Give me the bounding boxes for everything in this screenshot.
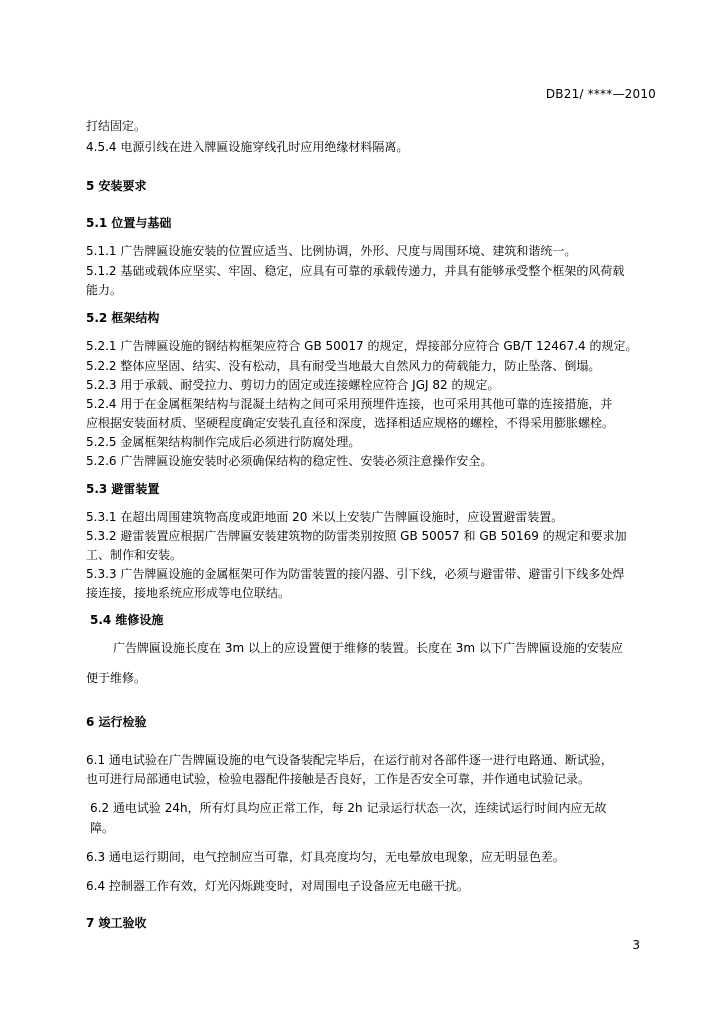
body-line: 接连接，接地系统应形成等电位联结。: [86, 586, 291, 600]
body-line: 应根据安装面材质、坚硬程度确定安装孔直径和深度，选择相适应规格的螺栓，不得采用膨胀螺栓。: [86, 416, 615, 430]
body-line: 5.1.2 基础或载体应坚实、牢固、稳定，应具有可靠的承载传递力，并具有能够承受整个框架的风荷载: [86, 264, 625, 278]
body-line: 障。: [90, 821, 115, 835]
body-line: 便于维修。: [86, 671, 147, 685]
body-line: 6.3 通电运行期间，电气控制应当可靠，灯具亮度均匀，无电晕放电现象，应无明显色差。: [86, 850, 565, 864]
body-line: 6.1 通电试验在广告牌匾设施的电气设备装配完毕后，在运行前对各部件逐一进行电路通、断试验，: [86, 753, 613, 767]
body-line: 4.5.4 电源引线在进入牌匾设施穿线孔时应用绝缘材料隔离。: [86, 140, 409, 154]
body-line: 5.2.5 金属框架结构制作完成后必须进行防腐处理。: [86, 435, 361, 449]
body-line: 5.3.1 在超出周围建筑物高度或距地面 20 米以上安装广告牌匾设施时，应设置避雷装置。: [86, 510, 564, 524]
section-heading: 6 运行检验: [86, 715, 147, 729]
body-line: 6.4 控制器工作有效，灯光闪烁跳变时，对周围电子设备应无电磁干扰。: [86, 879, 469, 893]
body-line: 5.2.6 广告牌匾设施安装时必须确保结构的稳定性、安装必须注意操作安全。: [86, 454, 493, 468]
body-line: 也可进行局部通电试验，检验电器配件接触是否良好，工作是否安全可靠，并作通电试验记录。: [86, 772, 591, 786]
body-line: 打结固定。: [86, 119, 147, 133]
body-line: 5.3.3 广告牌匾设施的金属框架可作为防雷装置的接闪器、引下线，必须与避雷带、避雷引下线多处焊: [86, 567, 625, 581]
body-line: 5.2.4 用于在金属框架结构与混凝土结构之间可采用预埋件连接，也可采用其他可靠的连接措施，并: [86, 397, 613, 411]
body-line: 广告牌匾设施长度在 3m 以上的应设置便于维修的装置。长度在 3m 以下广告牌匾设施的安装应: [113, 641, 623, 655]
body-line: 5.1.1 广告牌匾设施安装的位置应适当、比例协调，外形、尺度与周围环境、建筑和谐统一。: [86, 244, 577, 258]
subsection-heading: 5.2 框架结构: [86, 311, 160, 325]
body-line: 5.2.1 广告牌匾设施的钢结构框架应符合 GB 50017 的规定，焊接部分应符合 GB/T 12467.4 的规定。: [86, 339, 638, 353]
section-heading: 7 竣工验收: [86, 916, 147, 930]
page-number: 3: [632, 938, 640, 952]
body-line: 6.2 通电试验 24h，所有灯具均应正常工作，每 2h 记录运行状态一次，连续试运行时间内应无故: [90, 801, 607, 815]
body-line: 5.3.2 避雷装置应根据广告牌匾安装建筑物的防雷类别按照 GB 50057 和 GB 50169 的规定和要求加: [86, 529, 627, 543]
subsection-heading: 5.1 位置与基础: [86, 216, 172, 230]
body-line: 5.2.3 用于承载、耐受拉力、剪切力的固定或连接螺栓应符合 JGJ 82 的规定。: [86, 378, 500, 392]
subsection-heading: 5.3 避雷装置: [86, 482, 160, 496]
body-line: 5.2.2 整体应坚固、结实、没有松动，具有耐受当地最大自然风力的荷载能力，防止坠落、倒塌。: [86, 359, 601, 373]
subsection-heading: 5.4 维修设施: [90, 613, 164, 627]
body-line: 能力。: [86, 283, 123, 297]
body-line: 工、制作和安装。: [86, 548, 183, 562]
document-code: DB21/ ****—2010: [545, 87, 656, 101]
section-heading: 5 安装要求: [86, 179, 147, 193]
